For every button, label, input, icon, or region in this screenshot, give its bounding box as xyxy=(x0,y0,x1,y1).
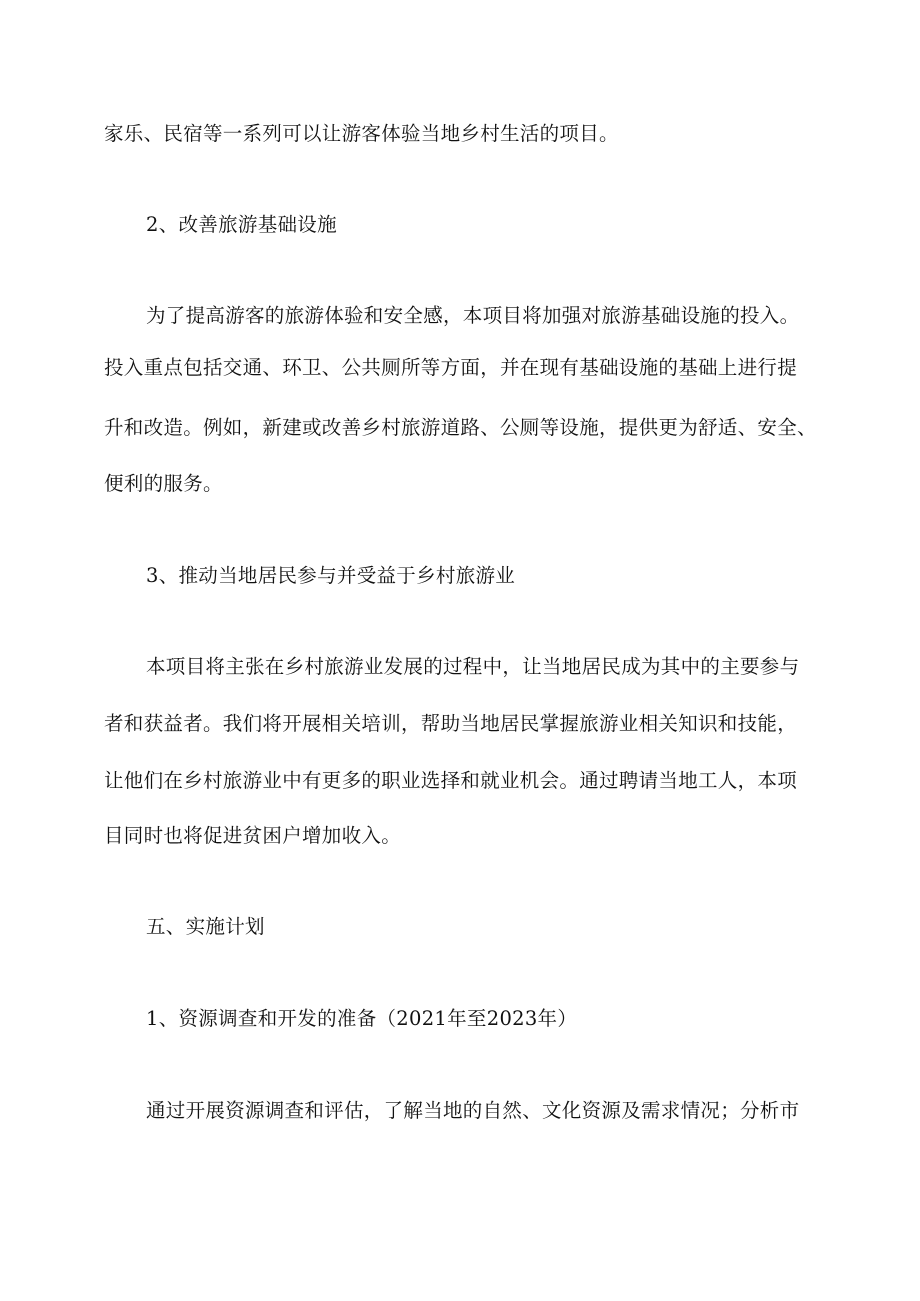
paragraph-line: 家乐、民宿等一系列可以让游客体验当地乡村生活的项目。 xyxy=(104,122,619,145)
section-heading: 3、推动当地居民参与并受益于乡村旅游业 xyxy=(146,564,516,587)
paragraph-line: 让他们在乡村旅游业中有更多的职业选择和就业机会。通过聘请当地工人，本项 xyxy=(104,769,798,792)
paragraph-line: 目同时也将促进贫困户增加收入。 xyxy=(104,824,402,847)
paragraph-line: 升和改造。例如，新建或改善乡村旅游道路、公厕等设施，提供更为舒适、安全、 xyxy=(104,416,817,439)
paragraph-line: 为了提高游客的旅游体验和安全感，本项目将加强对旅游基础设施的投入。 xyxy=(146,304,800,327)
chapter-heading: 五、实施计划 xyxy=(146,915,265,938)
paragraph-line: 者和获益者。我们将开展相关培训，帮助当地居民掌握旅游业相关知识和技能， xyxy=(104,712,798,735)
paragraph-line: 通过开展资源调查和评估，了解当地的自然、文化资源及需求情况；分析市 xyxy=(146,1099,800,1122)
paragraph-line: 本项目将主张在乡村旅游业发展的过程中，让当地居民成为其中的主要参与 xyxy=(146,655,800,678)
paragraph-line: 便利的服务。 xyxy=(104,472,223,495)
section-heading: 2、改善旅游基础设施 xyxy=(146,213,337,236)
section-heading: 1、资源调查和开发的准备（2021年至2023年） xyxy=(146,1007,578,1030)
paragraph-line: 投入重点包括交通、环卫、公共厕所等方面，并在现有基础设施的基础上进行提 xyxy=(104,356,798,379)
